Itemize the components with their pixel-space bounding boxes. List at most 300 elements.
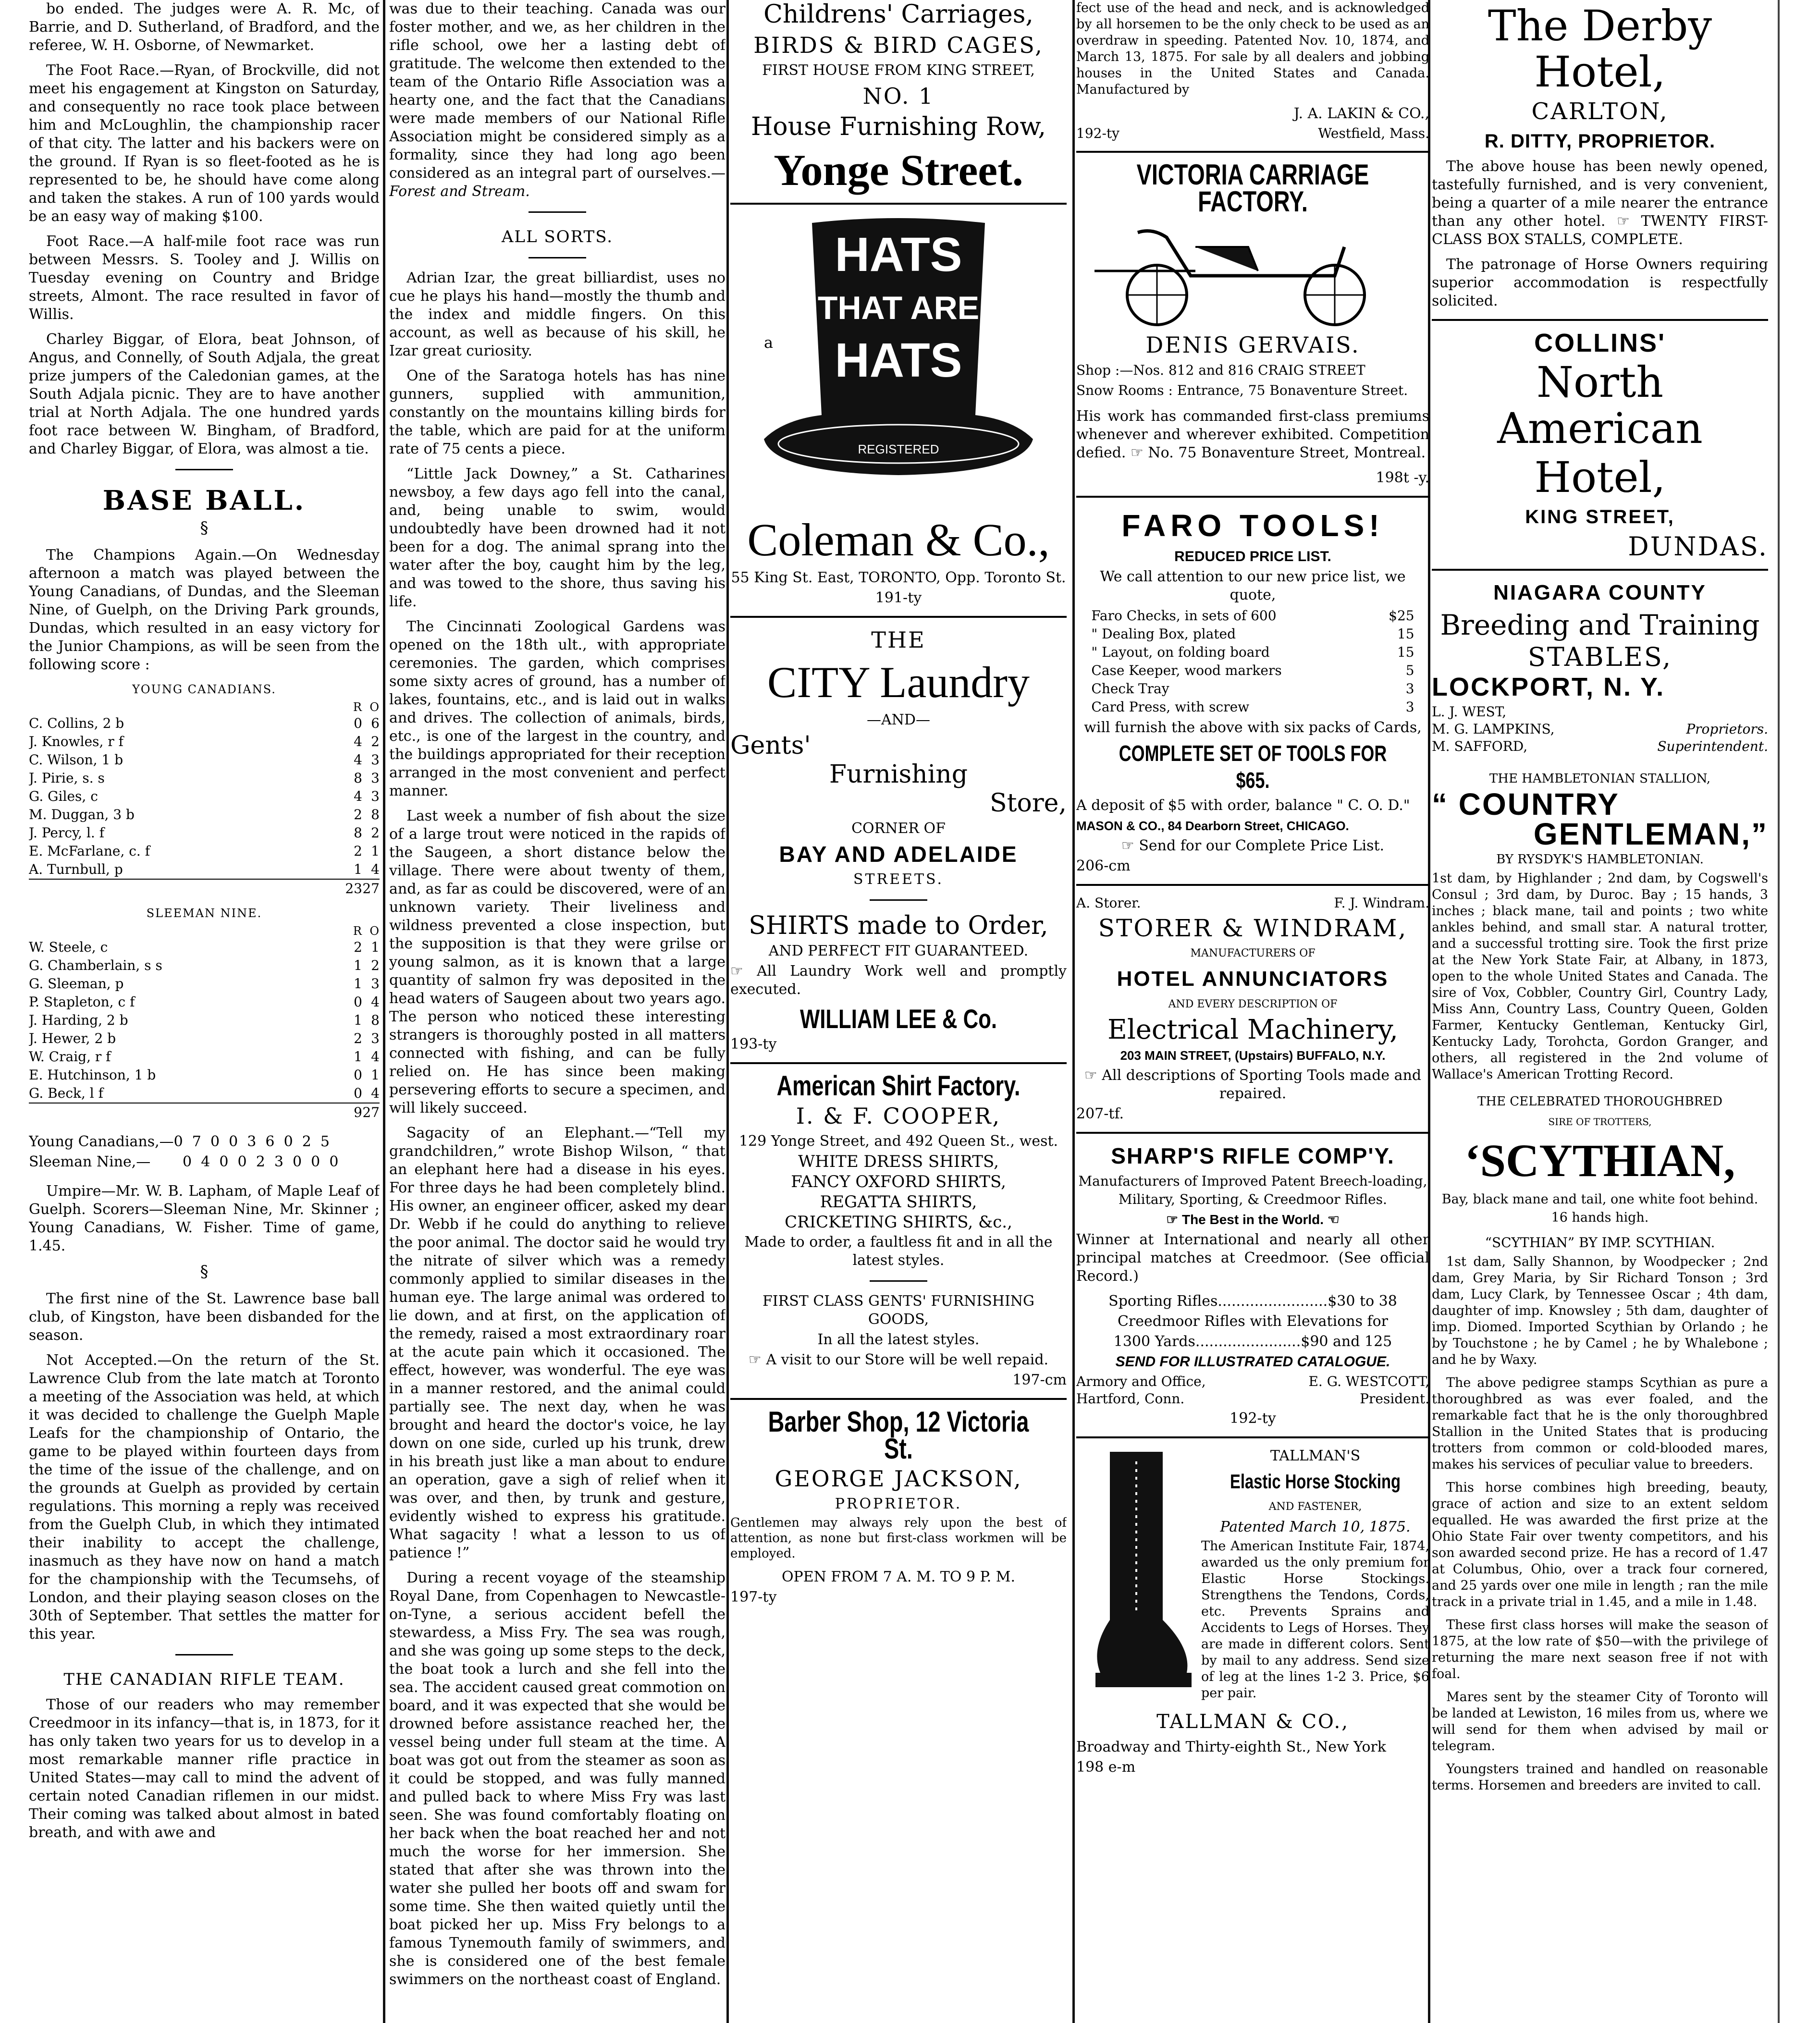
ad-line: NIAGARA COUNTY — [1493, 581, 1707, 604]
ad-line: AND PERFECT FIT GUARANTEED. — [768, 943, 1029, 959]
ad-text: fect use of the head and neck, and is acknowledged by all horsemen to be the only check to be used as an overdraw in speeding. Patented Nov. 10, 1874, and March 13, 1875. For sale by all dealers and jobbing houses in the United States and Canada. Manufactured by — [1076, 0, 1429, 97]
partner-name: F. J. Windram. — [1334, 895, 1429, 911]
outs-cell: 3 — [371, 1030, 380, 1046]
section-mark: § — [200, 518, 209, 538]
table-row — [29, 860, 380, 879]
total-runs: 9 — [345, 1103, 362, 1122]
article-paragraph: “Little Jack Downey,” a St. Catharines newsboy, a few days ago fell into the canal, and, being unable to swim, would undoubtedly have been drowned had it not been for a dog. The animal sprang into the water after the boy, caught him by the leg, and was towed to the shore, thus saving his life. — [389, 466, 726, 610]
player-name: P. Stapleton, c f — [29, 994, 135, 1010]
column-4-ads — [1076, 0, 1429, 2023]
ad-headline: American Shirt Factory. — [776, 1070, 1021, 1102]
hat-text: HATS — [835, 228, 962, 282]
ad-headline: The Derby Hotel, — [1488, 1, 1712, 97]
ad-text: The American Institute Fair, 1874, awarded us the only premium for Elastic Horse Stockings. Strengthens the Tendons, Cords, etc. Prevents Sprains and Accidents to Legs of Horses. They are made in different colors. Sent by mail to any address. Send size of leg at the lines 1-2 3. Price, $6 per pair. — [1201, 1539, 1429, 1701]
ad-line: J. A. LAKIN & CO., — [1293, 105, 1429, 122]
ad-line: MANUFACTURERS OF — [1190, 947, 1316, 959]
price-item: Card Press, with screw — [1091, 699, 1250, 715]
article-paragraph: The first nine of the St. Lawrence base ball club, of Kingston, have been disbanded for the season. — [29, 1290, 380, 1344]
runs-cell: 8 — [354, 770, 362, 786]
ad-code: 197-cm — [1012, 1372, 1067, 1388]
article-paragraph: Charley Biggar, of Elora, beat Johnson, of Angus, and Connelly, of South Adjala, the great prize jumpers of the Caledonian games, at the South Adjala picnic. They are to have another trial at North Adjala. The one hundred yards foot race between W. Bingham, of Bradford, and Charley Biggar, of Elora, was almost a tie. — [29, 331, 380, 457]
hat-registered-text: REGISTERED — [858, 442, 939, 456]
ad-line: Breeding and Training — [1440, 609, 1760, 641]
price-value: 3 — [1405, 681, 1414, 697]
outs-cell: 8 — [371, 807, 380, 822]
price-item: " Dealing Box, plated — [1091, 626, 1236, 642]
player-name: J. Pirie, s. s — [29, 770, 105, 786]
column-3-ads — [730, 0, 1067, 2023]
outs-cell: 2 — [371, 957, 380, 973]
ad-line: THE CELEBRATED THOROUGHBRED — [1477, 1094, 1722, 1109]
ad-line: KING STREET, — [1525, 506, 1675, 527]
table-row — [29, 938, 380, 956]
ad-tallman — [1076, 1447, 1429, 1777]
column-2 — [389, 0, 726, 2023]
ad-line: STABLES, — [1527, 642, 1672, 672]
divider — [730, 1062, 1067, 1064]
ad-line: Patented March 10, 1875. — [1220, 1519, 1411, 1535]
ad-line: We call attention to our new price list, we quote, — [1100, 568, 1406, 603]
ad-headline: Barber Shop, 12 Victoria St. — [768, 1406, 1029, 1465]
ad-line: OPEN FROM 7 A. M. TO 9 P. M. — [781, 1569, 1016, 1585]
outs-cell: 3 — [371, 976, 380, 992]
ad-line: NO. 1 — [862, 83, 935, 109]
ad-code: 192-ty — [1076, 125, 1119, 141]
divider — [870, 899, 927, 901]
table-row — [29, 1084, 380, 1103]
runs-cell: 2 — [354, 843, 362, 859]
ad-text: Mares sent by the steamer City of Toronto will be landed at Lewiston, 16 miles from us, where we will send for them when advised by mail or telegram. — [1432, 1690, 1768, 1753]
table-row — [29, 842, 380, 860]
divider — [175, 469, 233, 470]
price-item: Check Tray — [1091, 681, 1169, 697]
table-row — [29, 1011, 380, 1030]
ad-line: FIRST CLASS GENTS' FURNISHING GOODS, — [762, 1293, 1035, 1328]
ad-headline: ‘SCYTHIAN, — [1464, 1135, 1735, 1186]
ad-line: Furnishing — [829, 760, 968, 789]
divider — [175, 1654, 233, 1655]
divider — [730, 203, 1067, 205]
article-paragraph: Last week a number of fish about the size of a large trout were noticed in the rapids of the Saugeen, a short distance below the village. There were about twenty of them, and, as far as could be discovered, were of an unknown variety. Their liveliness and wildness prevented a close inspection, but the supposition is that they were grilse or young salmon, as it is known that a large quantity of salmon fry was deposited in the head waters of Saugeen about two years ago. The person who noticed these interesting strangers is thoroughly posted in all matters connected with fishing, and can be fully relied on. He has since been making persevering efforts to secure a specimen, and will likely succeed. — [389, 808, 726, 1116]
outs-cell: 1 — [371, 843, 380, 859]
ad-text: President. — [1360, 1391, 1429, 1407]
score-table-young-canadians: R O C. Collins, 2 b 0 6 J. Knowles, r f 4 2 C. Wilson, 1 b 4 3 J. Pirie, s. s 8 3 G. Giles, c 4 3 M. Duggan, 3 b 2 8 J. Percy, l. f 8 2 E. McFarlane, c. f 2 1 A. Turnbull, p 1 4 23 27 — [29, 700, 380, 898]
player-name: C. Wilson, 1 b — [29, 752, 123, 768]
ad-headline: “ COUNTRY — [1432, 787, 1620, 821]
ad-code: 192-ty — [1230, 1410, 1276, 1427]
ad-line: ☞ Send for our Complete Price List. — [1121, 837, 1385, 854]
article-paragraph: One of the Saratoga hotels has has nine gunners, supplied with ammunition, constantly on the mountains killing birds for the table, which are paid for at the uniform rate of 75 cents a piece. — [389, 368, 726, 457]
ad-line: Snow Rooms : Entrance, 75 Bonaventure Street. — [1076, 382, 1408, 398]
top-hat-illustration — [754, 213, 1043, 482]
ad-line: ☞ The Best in the World. ☜ — [1166, 1212, 1340, 1227]
ad-headline: Elastic Horse Stocking — [1230, 1470, 1401, 1493]
score-table-sleeman-nine: R O W. Steele, c 2 1 G. Chamberlain, s s 1 2 G. Sleeman, p 1 3 P. Stapleton, c f 0 4 J. Harding, 2 b 1 8 J. Hewer, 2 b 2 3 W. Craig, r f 1 4 E. Hutchinson, 1 b 0 1 G. Beck, l f 0 4 9 27 — [29, 924, 380, 1122]
ad-american-shirt — [730, 1070, 1067, 1389]
runs-cell: 1 — [354, 861, 362, 877]
price-row — [1091, 644, 1414, 661]
ad-line: AND FASTENER, — [1268, 1501, 1362, 1513]
ad-text: 1st dam, Sally Shannon, by Woodpecker ; 2nd dam, Grey Maria, by Sir Richard Tonson ; 3rd dam, Lucy Clark, by Tennessee Oscar ; 4th dam, daughter of imp. Knowsley ; 5th dam, daughter of imp. Diomed. Imported Scythian by Orlando ; he by Touchstone ; he by Camel ; he by Whalebone ; and he by Waxy. — [1432, 1254, 1768, 1367]
proprietor-name: M. SAFFORD, — [1432, 738, 1528, 754]
article-paragraph: Those of our readers who may remember Creedmoor in its infancy—that is, in 1873, for it has only taken two years for us to develop in a most remarkable manner rifle practice in United States—may call to mind the advent of certain noted Canadian riflemen in our midst. Their coming was talked about almost in bated breath, and with awe and — [29, 1696, 380, 1841]
ad-text: E. G. WESTCOTT, — [1308, 1373, 1429, 1389]
section-mark: § — [200, 1262, 209, 1281]
runs-cell: 1 — [354, 1012, 362, 1028]
ad-line: FANCY OXFORD SHIRTS, — [791, 1172, 1006, 1191]
column-rule — [1072, 0, 1075, 2023]
runs-cell: 4 — [354, 734, 362, 749]
ad-line — [1432, 738, 1768, 755]
ad-line: Made to order, a faultless fit and in all the latest styles. — [744, 1234, 1053, 1269]
price-row — [1091, 607, 1414, 625]
player-name: G. Giles, c — [29, 788, 98, 804]
ad-line: Electrical Machinery, — [1107, 1014, 1398, 1045]
runs-cell: 2 — [354, 939, 362, 955]
article-paragraph: Foot Race.—A half-mile foot race was run between Messrs. S. Tooley and J. Willis on Tuesday evening on Country and Bridge streets, Almont. The race resulted in favor of Willis. — [29, 233, 380, 323]
ad-line: LOCKPORT, N. Y. — [1432, 673, 1665, 701]
player-name: C. Collins, 2 b — [29, 715, 124, 731]
price-value: 5 — [1405, 662, 1414, 678]
article-paragraph: was due to their teaching. Canada was our foster mother, and we, as her children in the rifle school, owe her a lasting debt of gratitude. The welcome then extended to the team of the Ontario Rifle Association was a hearty one, and the fact that the Canadians were made members of our National Rifle Association might be considered simply as a formality, since they had long ago been considered as an integral part of ourselves.— Forest and Stream. — [389, 0, 726, 200]
column-5-ads — [1432, 0, 1768, 2023]
outs-cell: 4 — [371, 994, 380, 1010]
ad-line: ☞ All descriptions of Sporting Tools made and repaired. — [1084, 1067, 1422, 1102]
ad-line: TALLMAN & CO., — [1156, 1711, 1349, 1733]
ad-sharps-rifle — [1076, 1142, 1429, 1428]
divider — [529, 211, 586, 213]
price-list — [1090, 606, 1415, 717]
ad-line: In all the latest styles. — [817, 1331, 980, 1348]
article-paragraph: Adrian Izar, the great billiardist, uses no cue he plays his hand—mostly the thumb and the index and middle fingers. On this account, as well as because of his skill, he Izar great curiosity. — [389, 270, 726, 359]
runs-cell: 1 — [354, 957, 362, 973]
ad-line: PROPRIETOR. — [835, 1496, 962, 1512]
ad-line: 55 King St. East, TORONTO, Opp. Toronto St. — [731, 569, 1066, 586]
ad-line: WHITE DRESS SHIRTS, — [798, 1152, 999, 1171]
runs-cell: 4 — [354, 788, 362, 804]
ad-line: FIRST HOUSE FROM KING STREET, — [762, 62, 1035, 79]
price-value: 3 — [1405, 699, 1414, 715]
ad-headline: Yonge Street. — [774, 146, 1023, 195]
outs-cell: 1 — [371, 1067, 380, 1083]
section-heading-rifle: THE CANADIAN RIFLE TEAM. — [63, 1670, 345, 1689]
ad-line: Bay, black mane and tail, one white foot behind. 16 hands high. — [1441, 1192, 1759, 1225]
ad-text: The patronage of Horse Owners requiring superior accommodation is respectfully solicited. — [1432, 256, 1768, 309]
price-row — [1091, 680, 1414, 698]
ad-line: Shop :—Nos. 812 and 816 CRAIG STREET — [1076, 362, 1365, 378]
divider — [1432, 569, 1768, 571]
section-heading-baseball: BASE BALL. — [102, 485, 306, 516]
ad-line: CORNER OF — [851, 820, 946, 837]
ad-barber-shop — [730, 1406, 1067, 1606]
ad-line: Gentlemen may always rely upon the best of attention, as none but first-class workmen will be employed. — [730, 1516, 1067, 1561]
ad-line — [1076, 125, 1429, 142]
runs-cell: 0 — [354, 1067, 362, 1083]
ad-city-laundry — [730, 626, 1067, 1054]
ad-line: CRICKETING SHIRTS, &c., — [785, 1213, 1012, 1232]
total-outs: 27 — [362, 1103, 380, 1122]
outs-cell: 1 — [371, 939, 380, 955]
proprietor-name: L. J. WEST, — [1432, 704, 1507, 720]
ad-text: Hartford, Conn. — [1076, 1391, 1185, 1407]
divider — [1076, 1132, 1429, 1134]
table-row — [29, 751, 380, 769]
hat-text: HATS — [835, 333, 962, 387]
ad-code: 206-cm — [1076, 858, 1131, 874]
ad-line: Manufacturers of Improved Patent Breech-loading, Military, Sporting, & Creedmoor Rifles. — [1078, 1173, 1427, 1207]
outs-cell: 6 — [371, 715, 380, 731]
ad-line: —AND— — [867, 711, 930, 728]
ad-line: STREETS. — [853, 871, 944, 888]
innings-line: Sleeman Nine,— 0 4 0 0 2 3 0 0 0 — [29, 1153, 339, 1170]
ad-niagara-stables — [1432, 579, 1768, 1794]
ad-line: SEND FOR ILLUSTRATED CATALOGUE. — [1115, 1354, 1390, 1370]
ad-line: DENIS GERVAIS. — [1145, 332, 1360, 358]
ad-line: REDUCED PRICE LIST. — [1174, 549, 1331, 564]
ad-line: BY RYSDYK'S HAMBLETONIAN. — [1496, 852, 1704, 867]
ad-collins-hotel — [1432, 330, 1768, 560]
table-row — [29, 1048, 380, 1066]
ad-line: Gents' — [730, 731, 811, 760]
ad-line: Sporting Rifles........................$30 to 38 — [1108, 1293, 1397, 1310]
role-label: Proprietors. — [1686, 721, 1768, 737]
table-row — [29, 787, 380, 806]
ad-headline: FARO TOOLS! — [1121, 508, 1384, 543]
total-outs: 27 — [362, 879, 380, 898]
player-name: W. Craig, r f — [29, 1049, 111, 1065]
price-item: Case Keeper, wood markers — [1091, 662, 1282, 678]
price-row — [1091, 699, 1414, 716]
runs-cell: 4 — [354, 752, 362, 768]
column-1 — [29, 0, 380, 2023]
ad-line: House Furnishing Row, — [750, 112, 1046, 141]
player-name: W. Steele, c — [29, 939, 108, 955]
table-row — [29, 1066, 380, 1084]
ad-headline: VICTORIA CARRIAGE FACTORY. — [1136, 159, 1369, 218]
ad-line: WILLIAM LEE & Co. — [799, 1004, 997, 1034]
ad-line: Store, — [990, 789, 1067, 818]
ad-headline: Coleman & Co., — [747, 514, 1050, 565]
table-row — [29, 1030, 380, 1048]
partner-name: A. Storer. — [1076, 895, 1141, 911]
divider — [730, 1398, 1067, 1400]
ad-line: will furnish the above with six packs of Cards, — [1084, 719, 1422, 736]
player-name: G. Beck, l f — [29, 1085, 103, 1101]
player-name: J. Percy, l. f — [29, 825, 105, 841]
price-item: Faro Checks, in sets of 600 — [1091, 608, 1277, 624]
article-paragraph: Sagacity of an Elephant.—“Tell my grandchildren,” wrote Bishop Wilson, “ that an elephant here had a disease in his eyes. For three days he had been completely blind. His owner, an engineer officer, asked my dear Dr. Webb if he could do anything to relieve the poor animal. The doctor said he would try the nitrate of silver which was a remedy commonly applied to similar diseases in the human eye. The large animal was ordered to lie down, and at first, on the application of the remedy, raised a most extraordinary roar at the acute pain which it occasioned. The effect, however, was wonderful. The eye was in a manner restored, and the animal could partially see. The next day, when he was brought and heard the doctor's voice, he lay down on one side, curled up his trunk, drew in his breath just like a man about to endure an operation, gave a sigh of relief when it was over, and then, by trunk and gesture, evidently wished to express his gratitude. What sagacity ! what a lesson to us of patience !” — [389, 1125, 726, 1561]
ad-line: THE HAMBLETONIAN STALLION, — [1489, 772, 1711, 786]
ad-carriages — [730, 0, 1067, 194]
runs-cell: 0 — [354, 715, 362, 731]
article-paragraph: During a recent voyage of the steamship Royal Dane, from Copenhagen to Newcastle-on-Tyne, a serious accident befell the stewardess, a Miss Fry. The sea was rough, and she was going up some steps to the deck, the boat took a lurch and she fell into the sea. The accident caused great commotion on board, and it was expected that she would be drowned before assistance reached her, the vessel being under full steam at the time. A boat was got out from the steamer as soon as it could be stopped, and was fully manned and pulled back to where Miss Fry was last seen. She was found comfortably floating on her back when the boat reached her and not much the worse for her immersion. She stated that after she was thrown into the water she pulled her boots off and swam for some time. She then waited quietly until the boat picked her up. Miss Fry belongs to a famous Tynemouth family of swimmers, and she is considered one of the best female swimmers on the northeast coast of England. — [389, 1569, 726, 1988]
ad-headline: STORER & WINDRAM, — [1098, 914, 1408, 942]
ad-text: This horse combines high breeding, beauty, grace of action and size to an extent seldom equalled. He was awarded the first prize at the Ohio State Fair over twenty competitors, and his son awarded second prize. He has a record of 1.47 at Columbus, Ohio, over a track four cornered, and 25 yards over one mile in length ; ran the mile track in a private trial in 1.45, and a mile in 1.48. — [1432, 1480, 1768, 1609]
ad-line: ☞ A visit to our Store will be well repaid. — [748, 1351, 1049, 1368]
player-name: M. Duggan, 3 b — [29, 807, 135, 822]
team-heading: YOUNG CANADIANS. — [132, 683, 276, 696]
price-row — [1091, 662, 1414, 679]
ad-line: BAY AND ADELAIDE — [779, 842, 1018, 867]
ad-text: His work has commanded first-class premiums whenever and wherever exhibited. Competition defied. ☞ No. 75 Bonaventure Street, Montreal. — [1076, 408, 1429, 461]
ad-line — [1076, 1373, 1429, 1390]
ad-line: DUNDAS. — [1628, 531, 1768, 562]
player-name: G. Sleeman, p — [29, 976, 124, 992]
table-row — [29, 733, 380, 751]
innings-line: Young Canadians,—0 7 0 0 3 6 0 2 5 — [29, 1133, 330, 1150]
ad-line: TALLMAN'S — [1270, 1447, 1361, 1464]
ad-line: 129 Yonge Street, and 492 Queen St., west. — [738, 1133, 1058, 1150]
table-row — [29, 975, 380, 993]
ad-line: GEORGE JACKSON, — [775, 1466, 1022, 1492]
player-name: J. Harding, 2 b — [29, 1012, 128, 1028]
divider — [730, 616, 1067, 618]
ad-line: 1300 Yards.......................$90 and 125 — [1113, 1333, 1392, 1350]
article-paragraph: The Champions Again.—On Wednesday afternoon a match was played between the Young Canadians, of Dundas, and the Sleeman Nine, of Guelph, on the Driving Park grounds, Dundas, which resulted in an easy victory for the Junior Champions, as will be seen from the following score : — [29, 547, 380, 673]
price-value: $25 — [1389, 608, 1414, 624]
price-value: 15 — [1397, 626, 1414, 642]
outs-cell: 8 — [371, 1012, 380, 1028]
ad-line: Broadway and Thirty-eighth St., New York — [1076, 1739, 1386, 1755]
article-paragraph: Not Accepted.—On the return of the St. Lawrence Club from the late match at Toronto a meeting of the Association was held, at which it was decided to challenge the Guelph Maple Leafs for the championship of Ontario, the game to be played within fourteen days from the time of the issue of the challenge, and on the grounds at Guelph as provided by certain regulations. This morning a reply was received from the Guelph Club, in which they intimated their inability to accept the challenge, inasmuch as they have now on hand a match for the championship with the Tecumsehs, of London, and their playing season closes on the 30th of September. That settles the matter for this year. — [29, 1352, 380, 1643]
ad-line: COMPLETE SET OF TOOLS FOR $65. — [1119, 741, 1387, 793]
ad-code: 207-tf. — [1076, 1105, 1124, 1122]
outs-cell: 4 — [371, 1049, 380, 1065]
table-row — [29, 824, 380, 842]
player-name: J. Knowles, r f — [29, 734, 123, 749]
runs-cell: 1 — [354, 976, 362, 992]
ad-line: Childrens' Carriages, — [763, 0, 1033, 29]
hat-text: THAT ARE — [817, 290, 980, 326]
divider — [1076, 884, 1429, 886]
ad-text: These first class horses will make the season of 1875, at the low rate of $50—with the privilege of returning the mare next season free if not with foal. — [1432, 1618, 1768, 1681]
source-credit: Forest and Stream. — [389, 183, 530, 200]
runs-cell: 2 — [354, 807, 362, 822]
outs-cell: 4 — [371, 1085, 380, 1101]
ad-place: Westfield, Mass. — [1318, 125, 1429, 141]
player-name: A. Turnbull, p — [29, 861, 123, 877]
runs-cell: 0 — [354, 1085, 362, 1101]
ad-line: A deposit of $5 with order, balance " C. O. D." — [1076, 797, 1410, 814]
ad-headline: CITY Laundry — [767, 658, 1030, 707]
ad-text: Armory and Office, — [1076, 1373, 1206, 1389]
table-row — [29, 769, 380, 787]
ad-headline: SHARP'S RIFLE COMP'Y. — [1111, 1143, 1395, 1168]
ad-text: The above house has been newly opened, tastefully furnished, and is very convenient, being a quarter of a mile nearer the entrance than any other hotel. ☞ TWENTY FIRST-CLASS BOX STALLS, COMPLETE. — [1432, 158, 1768, 248]
ad-code: 193-ty — [730, 1036, 777, 1053]
divider — [870, 1280, 927, 1282]
ad-headline: Hotel, — [1534, 453, 1666, 502]
ad-headline: North American — [1497, 357, 1703, 453]
runs-cell: 8 — [354, 825, 362, 841]
table-row — [29, 993, 380, 1011]
ad-code: 191-ty — [875, 589, 922, 606]
ad-line: MASON & CO., 84 Dearborn Street, CHICAGO. — [1076, 819, 1349, 833]
ad-storer-windram — [1076, 895, 1429, 1123]
section-heading-all-sorts: ALL SORTS. — [501, 227, 614, 246]
ad-hats — [730, 213, 1067, 511]
player-name: J. Hewer, 2 b — [29, 1030, 116, 1046]
ad-letter: a — [764, 333, 774, 352]
table-row — [29, 714, 380, 733]
player-name: E. McFarlane, c. f — [29, 843, 150, 859]
ad-line: AND EVERY DESCRIPTION OF — [1168, 998, 1338, 1010]
table-row — [29, 806, 380, 824]
ad-lakin — [1076, 0, 1429, 142]
ad-code: 197-ty — [730, 1589, 777, 1606]
ad-line: ☞ All Laundry Work well and promptly executed. — [730, 963, 1067, 998]
ad-text: Winner at International and nearly all other principal matches at Creedmoor. (See official Record.) — [1076, 1231, 1429, 1285]
column-rule — [383, 0, 385, 2023]
ad-line: CARLTON, — [1531, 98, 1669, 125]
ad-line: BIRDS & BIRD CAGES, — [753, 32, 1044, 58]
ad-line — [1432, 721, 1768, 738]
total-runs: 23 — [345, 879, 362, 898]
divider — [1076, 496, 1429, 498]
runs-cell: 1 — [354, 1049, 362, 1065]
outs-cell: 2 — [371, 825, 380, 841]
runs-cell: 0 — [354, 994, 362, 1010]
ad-line: HOTEL ANNUNCIATORS — [1117, 967, 1389, 991]
column-rule — [726, 0, 729, 2023]
ad-line: THE — [871, 627, 926, 653]
ad-code: 198t -y. — [1376, 469, 1429, 486]
price-row — [1091, 625, 1414, 643]
divider — [1432, 319, 1768, 321]
article-paragraph: Umpire—Mr. W. B. Lapham, of Maple Leaf of Guelph. Scorers—Sleeman Nine, Mr. Skinner ; Young Canadians, W. Fisher. Time of game, 1.45. — [29, 1183, 380, 1254]
ad-line: 203 MAIN STREET, (Upstairs) BUFFALO, N.Y. — [1120, 1048, 1386, 1063]
outs-cell: 3 — [371, 752, 380, 768]
ad-line: R. DITTY, PROPRIETOR. — [1484, 131, 1716, 152]
ad-text: Youngsters trained and handled on reasonable terms. Horsemen and breeders are invited to call. — [1432, 1762, 1768, 1793]
outs-cell: 4 — [371, 861, 380, 877]
ad-line: REGATTA SHIRTS, — [820, 1192, 977, 1212]
ad-line — [1076, 1390, 1429, 1408]
divider — [1076, 151, 1429, 153]
ad-derby-hotel — [1432, 3, 1768, 310]
article-paragraph: bo ended. The judges were A. R. Mc, of Barrie, and D. Sutherland, of Bradford, and the referee, W. H. Osborne, of Newmarket. — [29, 0, 380, 54]
runs-cell: 2 — [354, 1030, 362, 1046]
article-paragraph: The Foot Race.—Ryan, of Brockville, did not meet his engagement at Kingston on Saturday, and consequently no race took place between him and McLoughlin, the championship racer of that city. The latter and his backers were on the ground. If Ryan is so fleet-footed as he is represented to be, he should have come along and taken the stakes. A run of 100 yards would be an easy way of making $100. — [29, 62, 380, 225]
ad-line: SIRE OF TROTTERS, — [1548, 1116, 1652, 1128]
ad-victoria-carriage — [1076, 161, 1429, 487]
ad-headline: GENTLEMAN,” — [1533, 817, 1768, 851]
outs-cell: 3 — [371, 788, 380, 804]
ad-faro-tools — [1076, 506, 1429, 875]
carriage-illustration — [1085, 218, 1421, 329]
ad-line: I. & F. COOPER, — [796, 1103, 1001, 1129]
article-paragraph: The Cincinnati Zoological Gardens was opened on the 18th ult., with appropriate ceremonies. The garden, which comprises some sixty acres of ground, has a number of lakes, fountains, etc., and is laid out in walks and drives. The collection of animals, birds, etc., is one of the largest in the country, and the buildings appropriated for their reception arranged in the most convenient and perfect manner. — [389, 618, 726, 799]
ad-text: 1st dam, by Highlander ; 2nd dam, by Cogswell's Consul ; 3rd dam, by Duroc. Bay ; 15 hands, 3 inches ; black mane, tail and points ; two white ankles behind, and small star. A natural trotter, and a successful trotting sire. Took the first prize at the New York State Fair, at Albany, in 1873, open to the whole United States and Canada. The sire of Vox, Cobbler, Country Girl, Country Lady, Miss Ann, Country Lass, Country Queen, Golden Farmer, Kentucky Gentleman, Kentucky Girl, Kentucky Lady, Torohcta, Gordon Granger, and others, all registered in the 2nd volume of Wallace's American Trotting Record. — [1432, 871, 1768, 1082]
ad-line: “SCYTHIAN” BY IMP. SCYTHIAN. — [1485, 1235, 1715, 1251]
divider — [1076, 1436, 1429, 1438]
ad-text: The above pedigree stamps Scythian as pure a thoroughbred as was ever foaled, and the remarkable fact that he is the only thoroughbred Stallion in the United States that is producing trotters from common or cold-blooded mares, makes his services of peculiar value to breeders. — [1432, 1375, 1768, 1472]
ad-line: SHIRTS made to Order, — [749, 911, 1048, 940]
divider — [529, 257, 586, 258]
ad-line: Creedmoor Rifles with Elevations for — [1117, 1313, 1389, 1330]
ad-line — [1076, 895, 1429, 912]
outs-cell: 3 — [371, 770, 380, 786]
ad-code: 198 e-m — [1076, 1759, 1136, 1776]
role-label: Superintendent. — [1657, 738, 1768, 754]
ad-line: COLLINS' — [1534, 329, 1666, 357]
price-item: " Layout, on folding board — [1091, 644, 1270, 660]
table-row — [29, 956, 380, 975]
player-name: G. Chamberlain, s s — [29, 957, 162, 973]
horse-stocking-illustration — [1081, 1447, 1196, 1697]
team-heading: SLEEMAN NINE. — [146, 907, 262, 920]
page-edge-rule — [1778, 0, 1780, 2023]
